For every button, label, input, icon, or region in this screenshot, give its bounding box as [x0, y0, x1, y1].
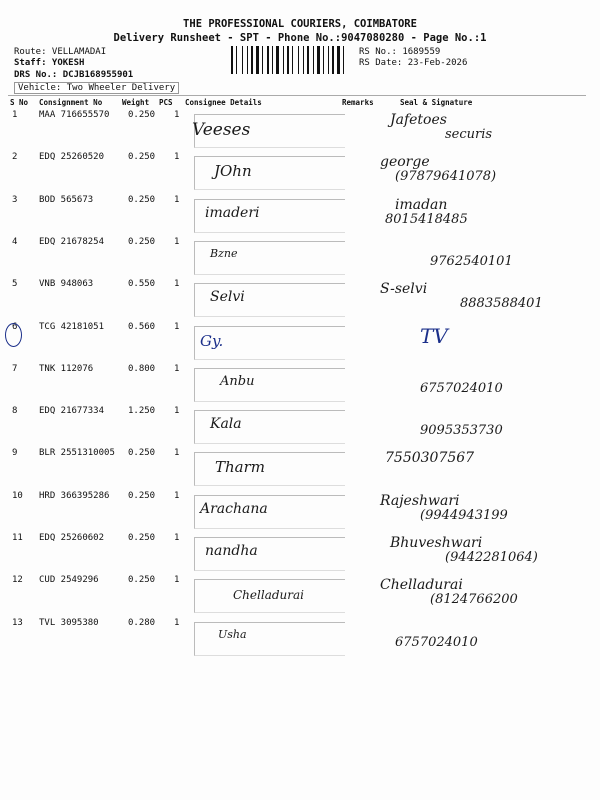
seal-signature: george — [380, 154, 430, 171]
barcode-bar — [238, 46, 241, 74]
seal-signature: imadan — [395, 196, 448, 213]
row-sno: 8 — [12, 406, 18, 417]
seal-phone: securis — [445, 127, 493, 142]
barcode-bar — [343, 46, 344, 74]
seal-signature: Jafetoes — [390, 112, 447, 128]
consignment-number: CUD 2549296 — [39, 575, 99, 586]
consignee-handwritten-name: Gy. — [200, 331, 224, 350]
row-sno: 1 — [12, 110, 18, 120]
barcode-bar — [337, 46, 340, 74]
barcode-bar — [330, 46, 331, 74]
col-seal: Seal & Signature — [400, 98, 473, 107]
barcode-bar — [290, 46, 291, 74]
row-sno: 5 — [12, 279, 18, 290]
barcode-bar — [341, 46, 342, 74]
consignee-box — [194, 622, 345, 656]
barcode-bar — [247, 46, 248, 74]
barcode-bar — [325, 46, 327, 74]
col-pcs: PCS — [159, 98, 173, 107]
row-pcs: 1 — [174, 575, 180, 586]
table-row — [8, 448, 586, 490]
row-sno: 12 — [12, 575, 23, 586]
consignment-number: MAA 716655570 — [39, 110, 110, 120]
barcode-bar — [276, 46, 279, 74]
row-pcs: 1 — [174, 110, 180, 120]
barcode-bar — [242, 46, 243, 74]
barcode-bar — [249, 46, 250, 74]
row-pcs: 1 — [174, 490, 180, 501]
table-row — [8, 406, 586, 448]
row-sno: 2 — [12, 152, 18, 163]
barcode-bar — [236, 46, 237, 74]
drs-number: DRS No.: DCJB168955901 — [14, 70, 134, 80]
table-row — [8, 110, 586, 152]
table-row — [8, 575, 586, 617]
row-pcs: 1 — [174, 533, 180, 543]
seal-phone: (9442281064) — [445, 550, 538, 565]
barcode-bar — [310, 46, 312, 74]
seal-phone: 8883588401 — [460, 296, 543, 312]
runsheet-subtitle: Delivery Runsheet - SPT - Phone No.:9047080280 - Page No.:1 — [113, 32, 487, 44]
consignee-handwritten-name: Chelladurai — [233, 588, 304, 603]
row-weight: 0.560 — [128, 321, 156, 332]
consignee-handwritten-name: Tharm — [215, 458, 266, 477]
barcode-bar — [332, 46, 334, 74]
barcode-bar — [292, 46, 293, 74]
barcode-bar — [251, 46, 253, 74]
row-weight: 0.550 — [128, 279, 156, 290]
row-pcs: 1 — [174, 152, 180, 163]
consignment-number: EDQ 21678254 — [39, 236, 105, 247]
barcode-bar — [264, 46, 266, 74]
seal-signature: TV — [420, 323, 448, 348]
seal-signature: Chelladurai — [380, 577, 463, 594]
barcode-bar — [231, 46, 233, 74]
row-weight: 0.250 — [128, 194, 156, 205]
row-weight: 1.250 — [128, 406, 156, 417]
barcode-bar — [303, 46, 304, 74]
consignee-box — [194, 368, 345, 402]
row-pcs: 1 — [174, 236, 180, 247]
barcode-bar — [300, 46, 302, 74]
barcode-bar — [244, 46, 246, 74]
row-weight: 0.250 — [128, 575, 156, 586]
barcode-bar — [262, 46, 263, 74]
row-weight: 0.250 — [128, 236, 156, 247]
barcode-bar — [254, 46, 255, 74]
table-row — [8, 322, 586, 364]
row-weight: 0.800 — [128, 363, 156, 374]
barcode-bar — [260, 46, 261, 74]
row-weight: 0.250 — [128, 152, 156, 163]
row-sno: 10 — [12, 490, 23, 501]
seal-phone: (9944943199 — [420, 507, 508, 523]
seal-phone: 8015418485 — [385, 211, 468, 227]
consignment-number: EDQ 25260520 — [39, 152, 105, 163]
row-sno: 4 — [12, 236, 18, 247]
col-remarks: Remarks — [342, 98, 374, 107]
consignment-number: HRD 366395286 — [39, 490, 110, 501]
barcode-bar — [335, 46, 336, 74]
seal-signature: Rajeshwari — [380, 492, 460, 509]
seal-phone: (8124766200 — [430, 592, 518, 608]
barcode-bar — [298, 46, 299, 74]
consignee-handwritten-name: nandha — [205, 543, 258, 559]
rs-date: RS Date: 23-Feb-2026 — [359, 58, 468, 68]
barcode-bar — [287, 46, 289, 74]
barcode-bar — [280, 46, 282, 74]
consignment-number: TVL 3095380 — [39, 617, 99, 628]
seal-phone: 6757024010 — [395, 634, 478, 650]
consignment-number: BLR 2551310005 — [39, 448, 115, 459]
barcode-bar — [234, 46, 235, 74]
consignee-handwritten-name: Anbu — [220, 373, 255, 389]
table-row — [8, 491, 586, 533]
table-row — [8, 279, 586, 321]
seal-phone: 6757024010 — [420, 380, 503, 396]
col-weight: Weight — [122, 98, 150, 107]
consignee-handwritten-name: Selvi — [210, 289, 245, 306]
consignee-handwritten-name: imaderi — [205, 204, 260, 221]
row-sno: 13 — [12, 617, 23, 628]
row-weight: 0.280 — [128, 617, 156, 628]
barcode-bar — [285, 46, 286, 74]
row-sno: 3 — [12, 194, 18, 205]
col-consignee: Consignee Details — [185, 98, 262, 107]
barcode-bar — [328, 46, 329, 74]
row-6-circle-mark — [5, 323, 22, 347]
table-row — [8, 195, 586, 237]
barcode-bar — [267, 46, 269, 74]
consignee-handwritten-name: Usha — [218, 627, 247, 641]
consignee-handwritten-name: JOhn — [214, 162, 252, 181]
runsheet-title: THE PROFESSIONAL COURIERS, COIMBATORE — [183, 18, 417, 30]
consignment-number: VNB 948063 — [39, 279, 94, 290]
row-sno: 6 — [12, 321, 18, 332]
row-sno: 11 — [12, 533, 23, 543]
row-pcs: 1 — [174, 279, 180, 290]
consignee-handwritten-name: Bzne — [210, 246, 238, 260]
row-weight: 0.250 — [128, 448, 156, 459]
consignee-handwritten-name: Veeses — [192, 120, 251, 140]
barcode-bar — [305, 46, 306, 74]
consignee-handwritten-name: Kala — [210, 416, 242, 433]
row-pcs: 1 — [174, 321, 180, 332]
consignment-number: EDQ 25260602 — [39, 533, 105, 543]
row-weight: 0.250 — [128, 110, 156, 120]
col-consignment: Consignment No — [39, 98, 103, 107]
consignment-number: EDQ 21677334 — [39, 406, 105, 417]
table-header — [8, 97, 586, 109]
staff-label: Staff: YOKESH — [14, 58, 85, 68]
seal-signature: Bhuveshwari — [390, 535, 483, 551]
row-pcs: 1 — [174, 448, 180, 459]
row-sno: 9 — [12, 448, 18, 459]
barcode-bar — [307, 46, 309, 74]
consignment-number: TCG 42181051 — [39, 321, 105, 332]
runsheet-table — [8, 95, 586, 648]
barcode-bar — [317, 46, 320, 74]
row-pcs: 1 — [174, 363, 180, 374]
seal-phone: 9762540101 — [430, 253, 513, 269]
row-weight: 0.250 — [128, 490, 156, 501]
barcode — [231, 46, 355, 74]
rs-number: RS No.: 1689559 — [359, 47, 441, 57]
barcode-bar — [294, 46, 297, 74]
barcode-bar — [321, 46, 322, 74]
row-weight: 0.250 — [128, 533, 156, 543]
barcode-bar — [313, 46, 314, 74]
barcode-bar — [256, 46, 259, 74]
vehicle-label: Vehicle: Two Wheeler Delivery — [14, 82, 179, 94]
row-pcs: 1 — [174, 406, 180, 417]
barcode-bar — [315, 46, 316, 74]
consignment-number: BOD 565673 — [39, 194, 94, 205]
row-pcs: 1 — [174, 617, 180, 628]
table-row — [8, 237, 586, 279]
barcode-bar — [274, 46, 275, 74]
table-row — [8, 364, 586, 406]
barcode-bar — [283, 46, 284, 74]
route-label: Route: VELLAMADAI — [14, 47, 107, 57]
barcode-bar — [272, 46, 273, 74]
table-row — [8, 533, 586, 575]
barcode-bar — [323, 46, 324, 74]
seal-phone: 9095353730 — [420, 423, 503, 439]
consignment-number: TNK 112076 — [39, 363, 94, 374]
seal-signature: S-selvi — [380, 281, 428, 298]
table-row — [8, 152, 586, 194]
table-row — [8, 618, 586, 660]
barcode-bar — [270, 46, 271, 74]
row-sno: 7 — [12, 363, 18, 374]
consignee-handwritten-name: Arachana — [200, 500, 268, 517]
col-sno: S No — [10, 98, 29, 107]
seal-signature: 7550307567 — [385, 450, 475, 467]
seal-phone: (97879641078) — [395, 169, 497, 185]
row-pcs: 1 — [174, 194, 180, 205]
